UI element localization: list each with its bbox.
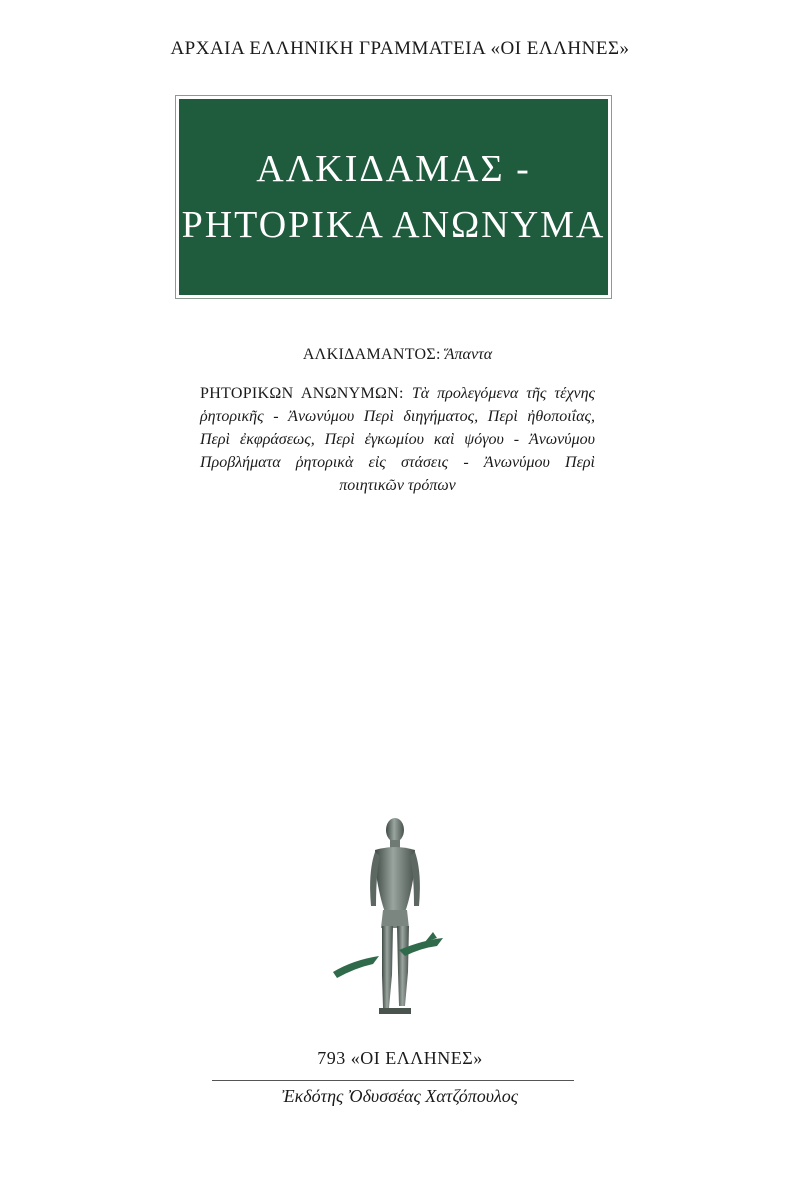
contents-anonymous-label: ΡΗΤΟΡΙΚΩΝ ΑΝΩΝΥΜΩΝ: [200,385,404,402]
contents-alcidamas [200,343,595,366]
series-title: ΑΡΧΑΙΑ ΕΛΛΗΝΙΚΗ ΓΡΑΜΜΑΤΕΙΑ «ΟΙ ΕΛΛΗΝΕΣ» [170,38,630,59]
publisher-line: Ἐκδότης Ὀδυσσέας Χατζόπουλος [281,1086,519,1106]
main-title-line-2: ΡΗΤΟΡΙΚΑ ΑΝΩΝΥΜΑ [181,204,606,246]
title-panel [175,95,612,299]
contents-anonymous [200,382,595,497]
volume-number: 793 «ΟΙ ΕΛΛΗΝΕΣ» [317,1048,483,1068]
contents-anonymous-text: Τὰ προλεγόμενα τῆς τέχνης ῥητορικῆς - Ἀνωνύμου Περὶ διηγήματος, Περὶ ἠθοποιΐας, Περὶ ἐκφράσεως, Περὶ ἐγκωμίου καὶ ψόγου - Ἀνωνύμου Προβλήματα ῥητορικὰ εἰς στάσεις - Ἀνωνύμου Περὶ ποιητικῶν τρόπων [200,385,596,494]
kouros-statue-logo [325,810,465,1025]
title-panel-inner [179,99,608,295]
contents-alcidamas-label: ΑΛΚΙΔΑΜΑΝΤΟΣ: [302,346,441,363]
footer-divider [212,1080,574,1081]
main-title-line-1: ΑΛΚΙΔΑΜΑΣ - [256,148,531,190]
contents-block [200,343,595,497]
contents-alcidamas-text: Ἅπαντα [444,346,493,363]
